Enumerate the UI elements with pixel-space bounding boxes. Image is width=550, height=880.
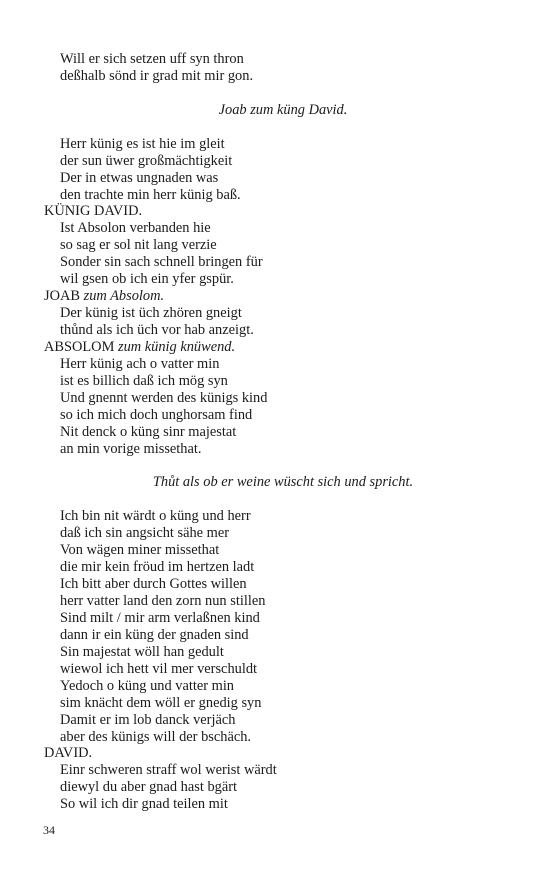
verse-line: ist es billich daß ich mög syn	[60, 372, 228, 389]
verse-line: die mir kein fröud im hertzen ladt	[60, 559, 255, 576]
speaker-direction: zum künig knüwend.	[117, 338, 236, 355]
blank-line	[44, 119, 514, 136]
blank-line	[44, 458, 514, 475]
verse-line: thůnd als ich üch vor hab anzeigt.	[60, 322, 254, 338]
verse-line: Damit er im lob danck verjäch	[60, 711, 236, 728]
verse-line: So wil ich dir gnad teilen mit	[60, 796, 228, 813]
play-text	[44, 51, 514, 813]
verse-line: Der künig ist üch zhören gneigt	[60, 305, 242, 322]
blank-line	[44, 491, 514, 508]
verse-line: Sin majestat wöll han gedult	[60, 643, 224, 660]
verse-line: diewyl du aber gnad hast bgärt	[60, 779, 238, 796]
speaker-name: DAVID.	[44, 745, 93, 762]
verse-line: so ich mich doch unghorsam find	[60, 406, 253, 423]
verse-line: Der in etwas ungnaden was	[60, 169, 219, 186]
verse-line: herr vatter land den zorn nun stillen	[60, 593, 266, 609]
verse-line: der sun üwer großmächtigkeit	[60, 152, 233, 169]
verse-line: Sonder sin sach schnell bringen für	[60, 254, 263, 271]
verse-line: Ich bitt aber durch Gottes willen	[60, 576, 247, 593]
verse-line: aber des künigs will der bschäch.	[60, 728, 252, 745]
speaker-direction: zum Absolom.	[83, 288, 165, 305]
page-number: 34	[43, 823, 55, 837]
speaker-name: ABSOLOM	[44, 338, 115, 355]
verse-line: den trachte min herr künig baß.	[60, 186, 241, 203]
verse-line: Sind milt / mir arm verlaßnen kind	[60, 609, 260, 626]
verse-line: dann ir ein küng der gnaden sind	[60, 626, 249, 643]
stage-direction: Thůt als ob er weine wüscht sich und spricht.	[152, 474, 414, 491]
verse-line: Ist Absolon verbanden hie	[60, 220, 211, 237]
verse-line: sim knächt dem wöll er gnedig syn	[60, 694, 262, 711]
verse-line: Ich bin nit wärdt o küng und herr	[60, 508, 251, 525]
speaker-heading	[44, 203, 514, 220]
blank-line	[44, 85, 514, 102]
verse-line: Von wägen miner missethat	[60, 542, 220, 559]
verse-line: Herr künig ach o vatter min	[60, 355, 220, 372]
verse-line: Einr schweren straff wol werist wärdt	[60, 762, 277, 779]
verse-line: deßhalb sönd ir grad mit mir gon.	[60, 67, 254, 84]
speaker-name: KÜNIG DAVID.	[44, 203, 143, 220]
verse-line: Will er sich setzen uff syn thron	[60, 51, 244, 67]
verse-line: an min vorige missethat.	[60, 440, 202, 457]
speaker-name: JOAB	[44, 288, 80, 305]
verse-line: wiewol ich hett vil mer verschuldt	[60, 660, 258, 677]
stage-direction: Joab zum küng David.	[218, 101, 348, 118]
verse-line: daß ich sin angsicht sähe mer	[60, 525, 230, 542]
verse-line: Herr künig es ist hie im gleit	[60, 135, 225, 152]
verse-line: wil gsen ob ich ein yfer gspür.	[60, 271, 234, 288]
verse-line: so sag er sol nit lang verzie	[60, 237, 217, 254]
verse-line: Yedoch o küng und vatter min	[60, 677, 235, 694]
verse-line: Und gnennt werden des künigs kind	[60, 389, 268, 406]
verse-line: Nit denck o küng sinr majestat	[60, 423, 237, 440]
speaker-heading	[44, 339, 514, 356]
speaker-heading	[44, 288, 514, 305]
speaker-heading	[44, 745, 514, 762]
